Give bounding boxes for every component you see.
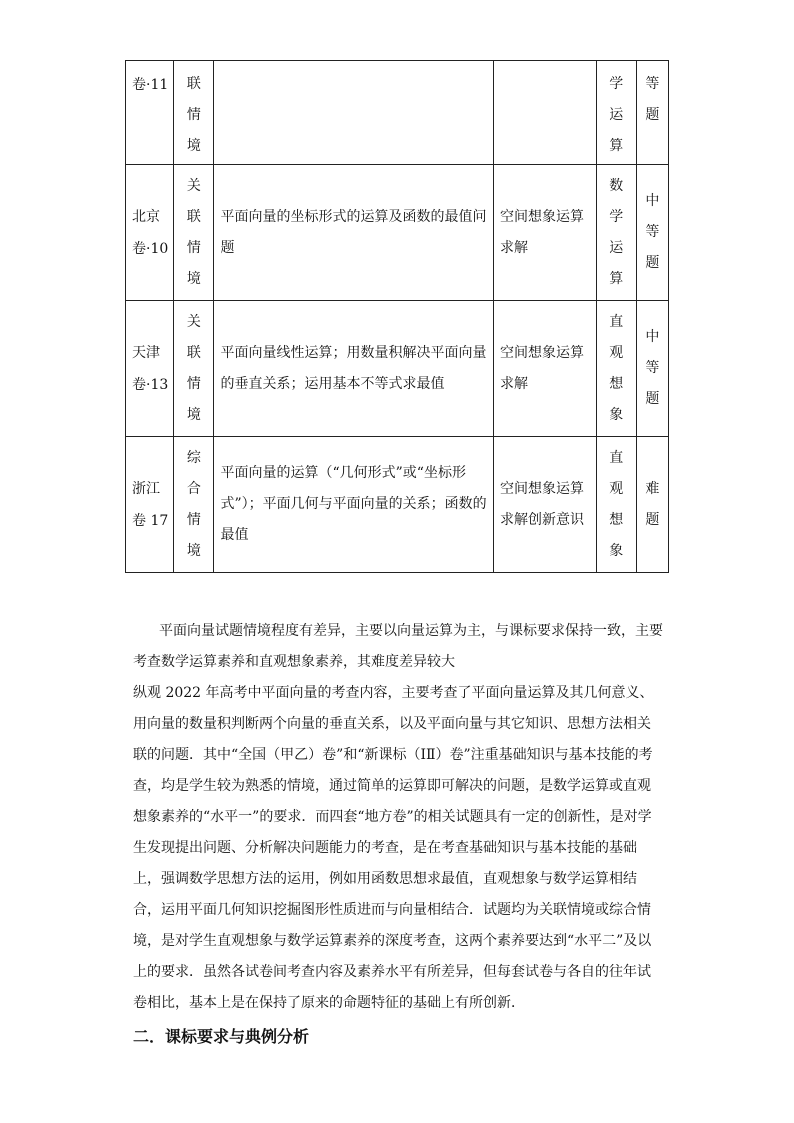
situation-char: 联 [186,76,201,92]
table-row [126,301,669,437]
region-text: 北京 [132,208,160,225]
situation-char: 情 [186,375,201,392]
situation-char: 情 [186,107,201,123]
literacy-desc-cell: 空间想象运算求解 [494,165,597,301]
literacy-cell [596,301,636,437]
difficulty-char: 等 [645,76,660,92]
content-cell: 平面向量的坐标形式的运算及函数的最值问题 [214,165,494,301]
literacy-desc-cell [494,61,597,165]
difficulty-char: 题 [645,391,660,407]
difficulty-char: 中 [645,193,660,209]
literacy-char: 想 [609,511,624,528]
literacy-desc-cell: 空间想象运算求解 [494,301,597,437]
region-cell [126,437,174,573]
exam-analysis-table [125,60,669,573]
literacy-cell [596,437,636,573]
literacy-cell [596,61,636,165]
region-text: 天津 [132,344,160,361]
content-cell: 平面向量线性运算；用数量积解决平面向量的垂直关系；运用基本不等式求最值 [214,301,494,437]
region-text: 卷·13 [132,376,169,393]
literacy-char: 直 [609,313,624,330]
situation-char: 境 [186,138,201,154]
situation-char: 联 [186,344,201,361]
region-text: 浙江 [132,480,160,497]
table-row [126,165,669,301]
difficulty-char: 题 [645,107,660,123]
table-row [126,437,669,573]
situation-char: 境 [186,270,201,287]
literacy-char: 运 [609,239,624,256]
difficulty-char: 中 [645,329,660,345]
literacy-char: 观 [609,344,624,361]
region-cell [126,165,174,301]
difficulty-cell [636,61,668,165]
difficulty-cell [636,165,668,301]
situation-cell [174,437,214,573]
literacy-char: 想 [609,375,624,392]
literacy-char: 象 [609,406,624,423]
difficulty-cell [636,437,668,573]
analysis-paragraph: 纵观 2022 年高考中平面向量的考查内容，主要考查了平面向量运算及其几何意义、用向量的数量积判断两个向量的垂直关系，以及平面向量与其它知识、思想方法相关联的问题．其中“全国（甲乙）卷”和“新课标（ⅠⅡ）卷”注重基础知识与基本技能的考查，均是学生较为熟悉的情境，通过简单的运算即可解决的问题，是数学运算或直观想象素养的“水平一”的要求．而四套“地方卷”的相关试题具有一定的创新性，是对学生发现提出问题、分析解决问题能力的考查，是在考查基础知识与基本技能的基础上，强调数学思想方法的运用，例如用函数思想求最值，直观想象与数学运算相结合，运用平面几何知识挖掘图形性质进而与向量相结合．试题均为关联情境或综合情境，是对学生直观想象与数学运算素养的深度考查，这两个素养要达到“水平二”及以上的要求．虽然各试卷间考查内容及素养水平有所差异，但每套试卷与各自的往年试卷相比，基本上是在保持了原来的命题特征的基础上有所创新． [133,685,654,1011]
summary-paragraph: 平面向量试题情境程度有差异，主要以向量运算为主，与课标要求保持一致，主要考查数学运算素养和直观想象素养，其难度差异较大 [133,623,663,670]
situation-cell [174,61,214,165]
content-cell [214,61,494,165]
table-row [126,61,669,165]
difficulty-char: 题 [645,255,660,271]
situation-cell [174,301,214,437]
difficulty-char: 等 [645,224,660,240]
content-cell: 平面向量的运算（“几何形式”或“坐标形式”）；平面几何与平面向量的关系；函数的最值 [214,437,494,573]
literacy-char: 象 [609,542,624,559]
literacy-char: 算 [609,138,624,154]
literacy-desc-cell: 空间想象运算求解创新意识 [494,437,597,573]
situation-char: 关 [186,177,201,194]
region-text: 卷·10 [132,240,169,257]
region-cell [126,301,174,437]
literacy-char: 算 [609,270,624,287]
region-text: 卷·11 [132,77,169,93]
situation-char: 情 [186,239,201,256]
difficulty-char: 难 [645,480,660,497]
literacy-char: 学 [609,208,624,225]
region-cell [126,61,174,165]
literacy-char: 观 [609,480,624,497]
situation-char: 境 [186,542,201,559]
difficulty-cell [636,301,668,437]
region-text: 卷 17 [132,512,169,529]
literacy-char: 直 [609,449,624,466]
literacy-cell [596,165,636,301]
situation-char: 关 [186,313,201,330]
situation-char: 综 [186,449,201,466]
situation-char: 合 [186,480,201,497]
situation-char: 情 [186,511,201,528]
literacy-char: 运 [609,107,624,123]
situation-cell [174,165,214,301]
situation-char: 境 [186,406,201,423]
difficulty-char: 等 [645,360,660,376]
difficulty-char: 题 [645,511,660,528]
literacy-char: 学 [609,76,624,92]
situation-char: 联 [186,208,201,225]
section-heading: 二．课标要求与典例分析 [133,1027,310,1046]
literacy-char: 数 [609,177,624,194]
